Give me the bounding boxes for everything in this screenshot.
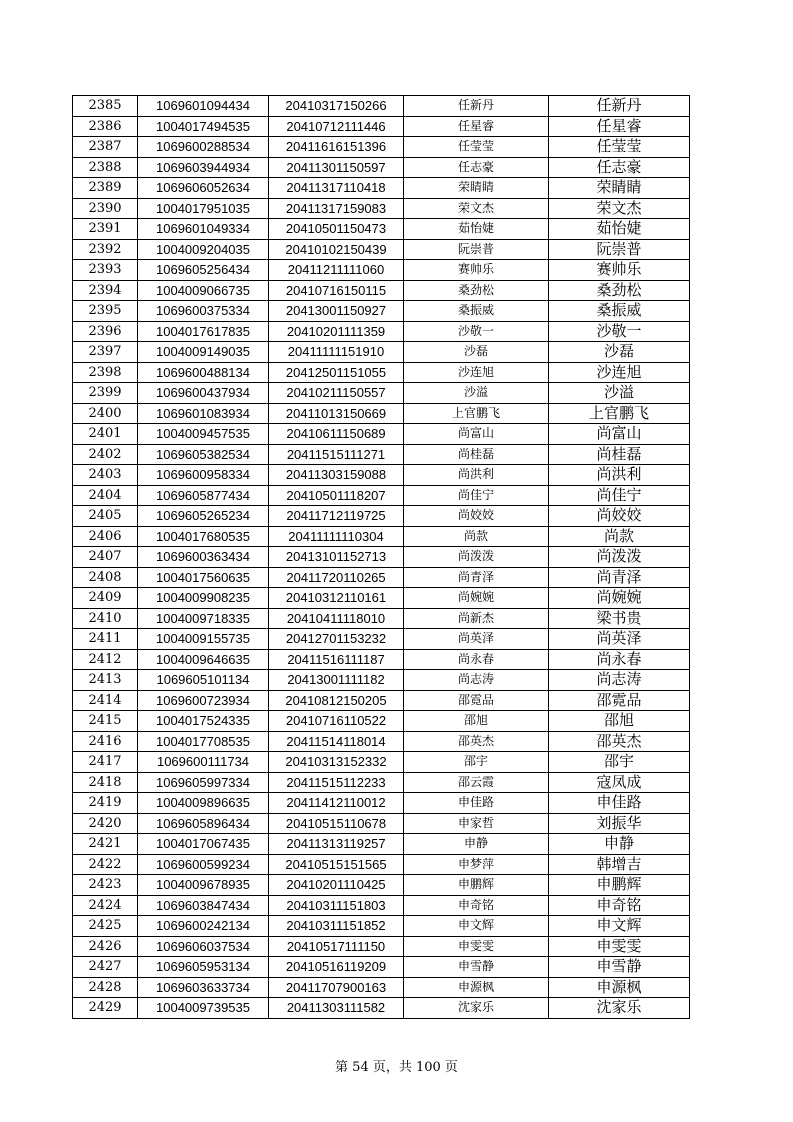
exam-number-cell: 20410501118207 [269, 485, 404, 506]
exam-number-cell: 20410515110678 [269, 813, 404, 834]
confirmed-name-cell: 申鹏辉 [549, 875, 690, 896]
exam-number-cell: 20410311151852 [269, 916, 404, 937]
exam-number-cell: 20410201111359 [269, 321, 404, 342]
name-cell: 荣文杰 [404, 198, 549, 219]
id-number-cell: 1069600242134 [138, 916, 269, 937]
table-row [73, 608, 690, 629]
table-row [73, 260, 690, 281]
table-row [73, 834, 690, 855]
id-number-cell: 1069603944934 [138, 157, 269, 178]
name-cell: 申静 [404, 834, 549, 855]
confirmed-name-cell: 尚桂磊 [549, 444, 690, 465]
exam-number-cell: 20411211111060 [269, 260, 404, 281]
exam-number-cell: 20412501151055 [269, 362, 404, 383]
confirmed-name-cell: 申佳路 [549, 793, 690, 814]
exam-number-cell: 20410716150115 [269, 280, 404, 301]
confirmed-name-cell: 茹怡婕 [549, 219, 690, 240]
table-row [73, 731, 690, 752]
id-number-cell: 1069600375334 [138, 301, 269, 322]
table-row [73, 137, 690, 158]
seq-number-cell: 2401 [73, 424, 138, 445]
name-cell: 阮崇普 [404, 239, 549, 260]
id-number-cell: 1069606052634 [138, 178, 269, 199]
exam-number-cell: 20410317150266 [269, 96, 404, 117]
confirmed-name-cell: 沙溢 [549, 383, 690, 404]
seq-number-cell: 2425 [73, 916, 138, 937]
confirmed-name-cell: 申源枫 [549, 977, 690, 998]
name-cell: 沈家乐 [404, 998, 549, 1019]
confirmed-name-cell: 沈家乐 [549, 998, 690, 1019]
confirmed-name-cell: 任莹莹 [549, 137, 690, 158]
confirmed-name-cell: 尚款 [549, 526, 690, 547]
seq-number-cell: 2417 [73, 752, 138, 773]
id-number-cell: 1004009718335 [138, 608, 269, 629]
exam-number-cell: 20412701153232 [269, 629, 404, 650]
seq-number-cell: 2410 [73, 608, 138, 629]
seq-number-cell: 2404 [73, 485, 138, 506]
seq-number-cell: 2429 [73, 998, 138, 1019]
table-row [73, 793, 690, 814]
table-row [73, 198, 690, 219]
name-cell: 申鹏辉 [404, 875, 549, 896]
confirmed-name-cell: 沙磊 [549, 342, 690, 363]
confirmed-name-cell: 尚青泽 [549, 567, 690, 588]
name-cell: 申文辉 [404, 916, 549, 937]
name-cell: 申雪静 [404, 957, 549, 978]
exam-number-cell: 20411515111271 [269, 444, 404, 465]
confirmed-name-cell: 梁书贵 [549, 608, 690, 629]
confirmed-name-cell: 赛帅乐 [549, 260, 690, 281]
table-row [73, 383, 690, 404]
table-row [73, 690, 690, 711]
id-number-cell: 1069600723934 [138, 690, 269, 711]
confirmed-name-cell: 尚姣姣 [549, 506, 690, 527]
confirmed-name-cell: 尚英泽 [549, 629, 690, 650]
exam-number-cell: 20411514118014 [269, 731, 404, 752]
name-cell: 茹怡婕 [404, 219, 549, 240]
name-cell: 申佳路 [404, 793, 549, 814]
confirmed-name-cell: 寇凤成 [549, 772, 690, 793]
table-row [73, 875, 690, 896]
seq-number-cell: 2398 [73, 362, 138, 383]
confirmed-name-cell: 申静 [549, 834, 690, 855]
exam-number-cell: 20411707900163 [269, 977, 404, 998]
seq-number-cell: 2405 [73, 506, 138, 527]
exam-number-cell: 20411515112233 [269, 772, 404, 793]
confirmed-name-cell: 任新丹 [549, 96, 690, 117]
seq-number-cell: 2397 [73, 342, 138, 363]
name-cell: 邵云霞 [404, 772, 549, 793]
name-cell: 邵旭 [404, 711, 549, 732]
exam-number-cell: 20410201110425 [269, 875, 404, 896]
name-cell: 桑劲松 [404, 280, 549, 301]
table-row [73, 157, 690, 178]
exam-number-cell: 20410812150205 [269, 690, 404, 711]
confirmed-name-cell: 尚富山 [549, 424, 690, 445]
confirmed-name-cell: 尚婉婉 [549, 588, 690, 609]
table-row [73, 116, 690, 137]
table-row [73, 239, 690, 260]
exam-number-cell: 20410517111150 [269, 936, 404, 957]
exam-number-cell: 20410516119209 [269, 957, 404, 978]
seq-number-cell: 2419 [73, 793, 138, 814]
confirmed-name-cell: 尚永春 [549, 649, 690, 670]
seq-number-cell: 2402 [73, 444, 138, 465]
exam-number-cell: 20410312110161 [269, 588, 404, 609]
table-row [73, 854, 690, 875]
table-row [73, 711, 690, 732]
table-row [73, 936, 690, 957]
page-footer: 第 54 页，共 100 页 [335, 1060, 458, 1075]
confirmed-name-cell: 申雯雯 [549, 936, 690, 957]
table-row [73, 752, 690, 773]
confirmed-name-cell: 任志豪 [549, 157, 690, 178]
name-cell: 荣睛睛 [404, 178, 549, 199]
confirmed-name-cell: 尚佳宁 [549, 485, 690, 506]
name-cell: 尚英泽 [404, 629, 549, 650]
seq-number-cell: 2392 [73, 239, 138, 260]
exam-number-cell: 20410313152332 [269, 752, 404, 773]
name-cell: 尚姣姣 [404, 506, 549, 527]
exam-number-cell: 20411301150597 [269, 157, 404, 178]
table-row [73, 444, 690, 465]
table-row [73, 772, 690, 793]
name-cell: 上官鹏飞 [404, 403, 549, 424]
table-row [73, 998, 690, 1019]
id-number-cell: 1069600363434 [138, 547, 269, 568]
name-cell: 桑振威 [404, 301, 549, 322]
seq-number-cell: 2406 [73, 526, 138, 547]
exam-number-cell: 20411516111187 [269, 649, 404, 670]
seq-number-cell: 2389 [73, 178, 138, 199]
confirmed-name-cell: 刘振华 [549, 813, 690, 834]
name-cell: 邵宇 [404, 752, 549, 773]
id-number-cell: 1069605877434 [138, 485, 269, 506]
exam-number-cell: 20413001150927 [269, 301, 404, 322]
seq-number-cell: 2409 [73, 588, 138, 609]
name-cell: 尚永春 [404, 649, 549, 670]
id-number-cell: 1069601094434 [138, 96, 269, 117]
table-row [73, 629, 690, 650]
confirmed-name-cell: 沙连旭 [549, 362, 690, 383]
exam-number-cell: 20411303111582 [269, 998, 404, 1019]
id-number-cell: 1069605101134 [138, 670, 269, 691]
id-number-cell: 1069600599234 [138, 854, 269, 875]
confirmed-name-cell: 邵霓品 [549, 690, 690, 711]
name-cell: 尚洪利 [404, 465, 549, 486]
id-number-cell: 1004009155735 [138, 629, 269, 650]
table-row [73, 813, 690, 834]
table-row [73, 567, 690, 588]
table-row [73, 342, 690, 363]
table-row [73, 506, 690, 527]
id-number-cell: 1004017560635 [138, 567, 269, 588]
table-row [73, 178, 690, 199]
records-table [72, 95, 690, 1019]
confirmed-name-cell: 尚泼泼 [549, 547, 690, 568]
seq-number-cell: 2396 [73, 321, 138, 342]
name-cell: 任星睿 [404, 116, 549, 137]
name-cell: 任莹莹 [404, 137, 549, 158]
seq-number-cell: 2418 [73, 772, 138, 793]
confirmed-name-cell: 荣文杰 [549, 198, 690, 219]
seq-number-cell: 2413 [73, 670, 138, 691]
seq-number-cell: 2411 [73, 629, 138, 650]
name-cell: 申家哲 [404, 813, 549, 834]
id-number-cell: 1069601083934 [138, 403, 269, 424]
seq-number-cell: 2408 [73, 567, 138, 588]
name-cell: 尚款 [404, 526, 549, 547]
name-cell: 任新丹 [404, 96, 549, 117]
confirmed-name-cell: 邵英杰 [549, 731, 690, 752]
id-number-cell: 1069600111734 [138, 752, 269, 773]
table-row [73, 465, 690, 486]
confirmed-name-cell: 阮崇普 [549, 239, 690, 260]
records-table-body [73, 96, 690, 1019]
table-row [73, 403, 690, 424]
seq-number-cell: 2388 [73, 157, 138, 178]
name-cell: 沙溢 [404, 383, 549, 404]
id-number-cell: 1004017708535 [138, 731, 269, 752]
exam-number-cell: 20410611150689 [269, 424, 404, 445]
name-cell: 尚婉婉 [404, 588, 549, 609]
seq-number-cell: 2386 [73, 116, 138, 137]
id-number-cell: 1004017617835 [138, 321, 269, 342]
confirmed-name-cell: 任星睿 [549, 116, 690, 137]
seq-number-cell: 2412 [73, 649, 138, 670]
seq-number-cell: 2387 [73, 137, 138, 158]
seq-number-cell: 2390 [73, 198, 138, 219]
id-number-cell: 1069605953134 [138, 957, 269, 978]
exam-number-cell: 20411111151910 [269, 342, 404, 363]
confirmed-name-cell: 申文辉 [549, 916, 690, 937]
table-row [73, 895, 690, 916]
exam-number-cell: 20410716110522 [269, 711, 404, 732]
exam-number-cell: 20410211150557 [269, 383, 404, 404]
id-number-cell: 1069605997334 [138, 772, 269, 793]
seq-number-cell: 2393 [73, 260, 138, 281]
exam-number-cell: 20410411118010 [269, 608, 404, 629]
name-cell: 尚青泽 [404, 567, 549, 588]
id-number-cell: 1004017680535 [138, 526, 269, 547]
exam-number-cell: 20413001111182 [269, 670, 404, 691]
seq-number-cell: 2426 [73, 936, 138, 957]
confirmed-name-cell: 尚洪利 [549, 465, 690, 486]
id-number-cell: 1004009896635 [138, 793, 269, 814]
table-row [73, 362, 690, 383]
id-number-cell: 1004009457535 [138, 424, 269, 445]
id-number-cell: 1004017067435 [138, 834, 269, 855]
exam-number-cell: 20411712119725 [269, 506, 404, 527]
seq-number-cell: 2423 [73, 875, 138, 896]
exam-number-cell: 20411317110418 [269, 178, 404, 199]
id-number-cell: 1069600488134 [138, 362, 269, 383]
name-cell: 申源枫 [404, 977, 549, 998]
name-cell: 申雯雯 [404, 936, 549, 957]
id-number-cell: 1004009066735 [138, 280, 269, 301]
table-row [73, 526, 690, 547]
exam-number-cell: 20411313119257 [269, 834, 404, 855]
confirmed-name-cell: 邵宇 [549, 752, 690, 773]
name-cell: 邵霓品 [404, 690, 549, 711]
exam-number-cell: 20411303159088 [269, 465, 404, 486]
table-row [73, 957, 690, 978]
exam-number-cell: 20410515151565 [269, 854, 404, 875]
table-row [73, 485, 690, 506]
seq-number-cell: 2385 [73, 96, 138, 117]
exam-number-cell: 20410712111446 [269, 116, 404, 137]
name-cell: 沙磊 [404, 342, 549, 363]
exam-number-cell: 20411412110012 [269, 793, 404, 814]
seq-number-cell: 2428 [73, 977, 138, 998]
seq-number-cell: 2400 [73, 403, 138, 424]
confirmed-name-cell: 荣睛睛 [549, 178, 690, 199]
table-row [73, 424, 690, 445]
id-number-cell: 1069605382534 [138, 444, 269, 465]
name-cell: 尚佳宁 [404, 485, 549, 506]
id-number-cell: 1069600437934 [138, 383, 269, 404]
table-row [73, 588, 690, 609]
name-cell: 尚富山 [404, 424, 549, 445]
confirmed-name-cell: 韩增吉 [549, 854, 690, 875]
table-row [73, 547, 690, 568]
table-row [73, 916, 690, 937]
id-number-cell: 1004017951035 [138, 198, 269, 219]
confirmed-name-cell: 申奇铭 [549, 895, 690, 916]
id-number-cell: 1069600288534 [138, 137, 269, 158]
name-cell: 申梦萍 [404, 854, 549, 875]
name-cell: 邵英杰 [404, 731, 549, 752]
table-row [73, 321, 690, 342]
seq-number-cell: 2399 [73, 383, 138, 404]
confirmed-name-cell: 桑劲松 [549, 280, 690, 301]
exam-number-cell: 20411013150669 [269, 403, 404, 424]
seq-number-cell: 2415 [73, 711, 138, 732]
exam-number-cell: 20410102150439 [269, 239, 404, 260]
exam-number-cell: 20411720110265 [269, 567, 404, 588]
seq-number-cell: 2416 [73, 731, 138, 752]
confirmed-name-cell: 尚志涛 [549, 670, 690, 691]
name-cell: 尚泼泼 [404, 547, 549, 568]
name-cell: 沙连旭 [404, 362, 549, 383]
confirmed-name-cell: 桑振威 [549, 301, 690, 322]
exam-number-cell: 20410501150473 [269, 219, 404, 240]
seq-number-cell: 2391 [73, 219, 138, 240]
id-number-cell: 1069605256434 [138, 260, 269, 281]
table-row [73, 649, 690, 670]
id-number-cell: 1069603633734 [138, 977, 269, 998]
id-number-cell: 1004009908235 [138, 588, 269, 609]
seq-number-cell: 2414 [73, 690, 138, 711]
seq-number-cell: 2420 [73, 813, 138, 834]
seq-number-cell: 2403 [73, 465, 138, 486]
exam-number-cell: 20411616151396 [269, 137, 404, 158]
table-row [73, 280, 690, 301]
confirmed-name-cell: 邵旭 [549, 711, 690, 732]
name-cell: 赛帅乐 [404, 260, 549, 281]
id-number-cell: 1069605265234 [138, 506, 269, 527]
id-number-cell: 1004009204035 [138, 239, 269, 260]
id-number-cell: 1004017494535 [138, 116, 269, 137]
confirmed-name-cell: 沙敬一 [549, 321, 690, 342]
id-number-cell: 1069605896434 [138, 813, 269, 834]
id-number-cell: 1069600958334 [138, 465, 269, 486]
id-number-cell: 1069603847434 [138, 895, 269, 916]
id-number-cell: 1004009739535 [138, 998, 269, 1019]
id-number-cell: 1004009646635 [138, 649, 269, 670]
seq-number-cell: 2407 [73, 547, 138, 568]
seq-number-cell: 2395 [73, 301, 138, 322]
table-row [73, 301, 690, 322]
id-number-cell: 1069606037534 [138, 936, 269, 957]
table-row [73, 977, 690, 998]
name-cell: 尚新杰 [404, 608, 549, 629]
seq-number-cell: 2421 [73, 834, 138, 855]
exam-number-cell: 20410311151803 [269, 895, 404, 916]
id-number-cell: 1004009149035 [138, 342, 269, 363]
id-number-cell: 1004017524335 [138, 711, 269, 732]
seq-number-cell: 2427 [73, 957, 138, 978]
name-cell: 任志豪 [404, 157, 549, 178]
name-cell: 尚桂磊 [404, 444, 549, 465]
table-row [73, 96, 690, 117]
name-cell: 尚志涛 [404, 670, 549, 691]
name-cell: 申奇铭 [404, 895, 549, 916]
name-cell: 沙敬一 [404, 321, 549, 342]
id-number-cell: 1069601049334 [138, 219, 269, 240]
exam-number-cell: 20411317159083 [269, 198, 404, 219]
seq-number-cell: 2394 [73, 280, 138, 301]
table-row [73, 670, 690, 691]
id-number-cell: 1004009678935 [138, 875, 269, 896]
table-row [73, 219, 690, 240]
exam-number-cell: 20413101152713 [269, 547, 404, 568]
confirmed-name-cell: 上官鹏飞 [549, 403, 690, 424]
confirmed-name-cell: 申雪静 [549, 957, 690, 978]
exam-number-cell: 20411111110304 [269, 526, 404, 547]
seq-number-cell: 2424 [73, 895, 138, 916]
seq-number-cell: 2422 [73, 854, 138, 875]
